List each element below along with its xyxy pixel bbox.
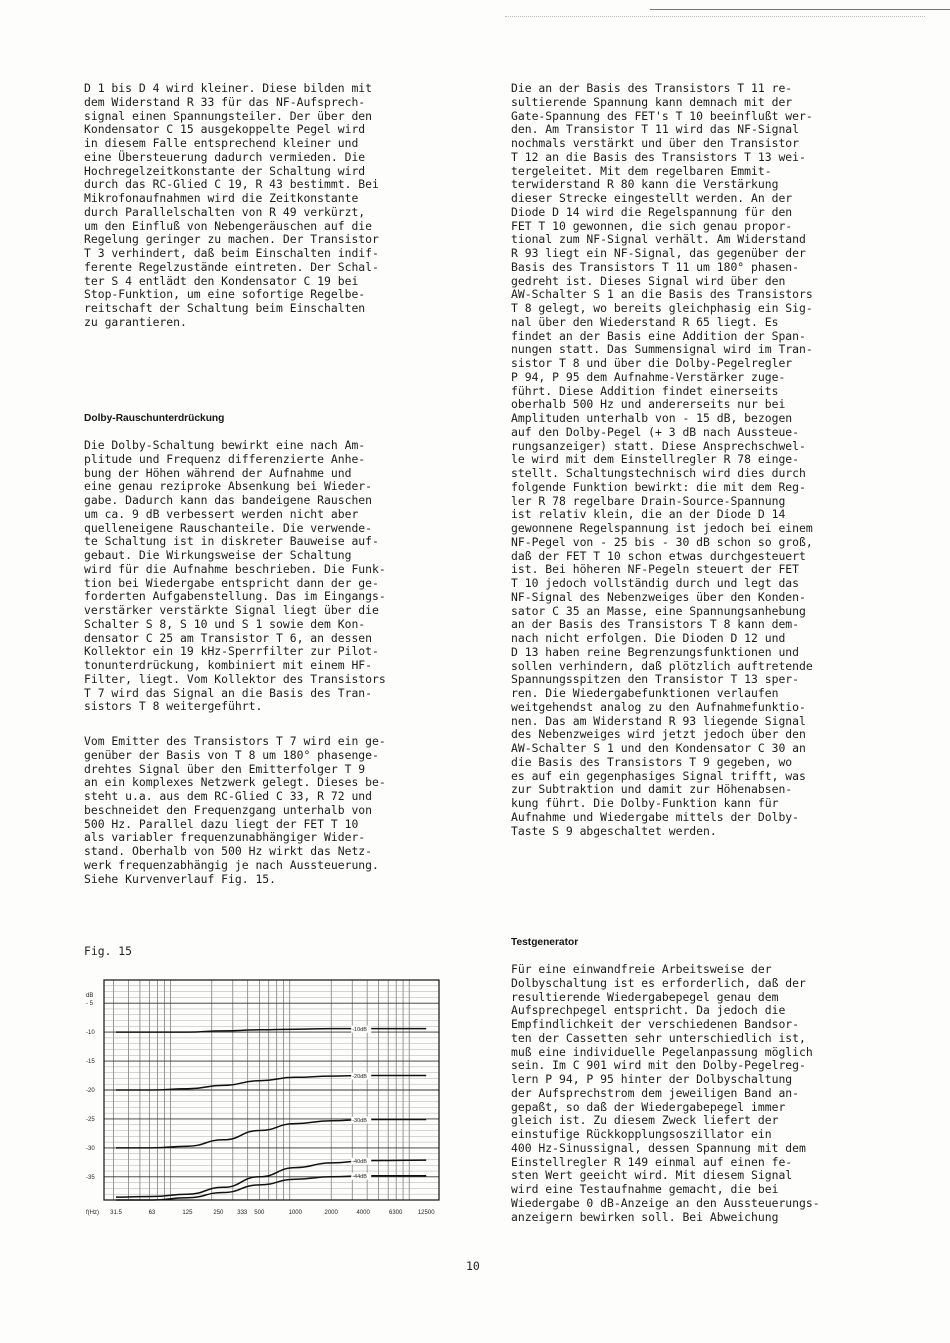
figure-label: Fig. 15 bbox=[84, 944, 133, 958]
y-tick-label: - 5 bbox=[86, 1001, 94, 1008]
series-line bbox=[116, 1160, 426, 1197]
series-label: -44dB bbox=[352, 1174, 367, 1181]
testgenerator-paragraph: Für eine einwandfreie Arbeitsweise der Dolbyschaltung ist es erforderlich, daß der resultierende Wiedergabepegel genau dem Aufsprechpegel entspricht. Da jedoch die Empfindlichkeit der verschiedenen Bandsor- ten der Cassetten sehr unterschiedlich ist, muß eine individuelle Pegelanpassung möglich sein. Im C 901 wird mit den Dolby-Pegelreg- lern P 94, P 95 hinter der Dolbyschaltung der Aufsprechstrom dem jeweiligen Band an- gepaßt, so daß der Wiedergabepegel immer gleich ist. Zu diesem Zweck liefert der einstufige Rückkopplungsoszillator ein 400 Hz-Sinussignal, dessen Spannung mit dem Einstellregler R 149 einmal auf einen fe- sten Wert geeicht wird. Mit diesem Signal wird eine Testaufnahme gemacht, die bei Wiedergabe 0 dB-Anzeige an den Aussteuerungs- anzeigern bewirken soll. Bei Abweichung bbox=[511, 962, 820, 1224]
series-label: -30dB bbox=[352, 1118, 367, 1125]
y-tick-label: -20 bbox=[86, 1088, 95, 1094]
dolby-paragraph-2: Vom Emitter des Transistors T 7 wird ein ge- genüber der Basis von T 8 um 180° phasenge- drehtes Signal über den Emitterfolger T 9 an ein komplexes Netzwerk gelegt. Dieses be- steht u.a. aus dem RC-Glied C 33, R 72 und beschneidet den Frequenzgang unterhalb von 500 Hz. Parallel dazu liegt der FET T 10 als variabler frequenzunabhängiger Wider- stand. Oberhalb von 500 Hz wirkt das Netz- werk frequenzabhängig je nach Aussteuerung. Siehe Kurvenverlauf Fig. 15. bbox=[84, 734, 386, 886]
dolby-paragraph-1: Die Dolby-Schaltung bewirkt eine nach Am- plitude und Frequenz differenzierte Anhe- bung der Höhen während der Aufnahme und eine genau reziproke Absenkung bei Wieder- gabe. Dadurch kann das bandeigene Rauschen um ca. 9 dB verbessert werden nicht aber quelleneigene Rauschanteile. Die verwende- te Schaltung ist in diskreter Bauweise auf- gebaut. Die Wirkungsweise der Schaltung wird für die Aufnahme beschrieben. Die Funk- tion bei Wiedergabe entspricht dann der ge- forderten Aufgabenstellung. Das im Eingangs- verstärker verstärkte Signal liegt über die Schalter S 8, S 10 und S 1 sowie dem Kon- densator C 25 am Transistor T 6, an dessen Kollektor ein 19 kHz-Sperrfilter zur Pilot- tonunterdrückung, kombiniert mit einem HF- Filter, liegt. Vom Kollektor des Transistors T 7 wird das Signal an die Basis des Tran- sistors T 8 weitergeführt. bbox=[84, 438, 386, 714]
dolby-heading: Dolby-Rauschunterdrückung bbox=[84, 413, 225, 424]
y-axis-label: dB bbox=[86, 993, 94, 999]
x-tick-label: 500 bbox=[254, 1210, 265, 1216]
left-intro-paragraph: D 1 bis D 4 wird kleiner. Diese bilden mit dem Widerstand R 33 für das NF-Aufsprech- signal einen Spannungsteiler. Der über den Kondensator C 15 ausgekoppelte Pegel wird in diesem Falle entsprechend kleiner und eine Übersteuerung dadurch vermieden. Die Hochregelzeitkonstante der Schaltung wird durch das RC-Glied C 19, R 43 bestimmt. Bei Mikrofonaufnahmen wird die Zeitkonstante durch Parallelschalten von R 49 verkürzt, um den Einfluß von Nebengeräuschen auf die Regelung geringer zu machen. Der Transistor T 3 verhindert, daß beim Einschalten indif- ferente Regelzustände eintreten. Der Schal- ter S 4 entlädt den Kondensator C 19 bei Stop-Funktion, um eine sofortige Regelbe- reitschaft der Schaltung beim Einschalten zu garantieren. bbox=[84, 81, 379, 329]
x-tick-label: 6300 bbox=[388, 1210, 403, 1216]
y-tick-label: -35 bbox=[86, 1174, 95, 1181]
x-tick-label: 250 bbox=[213, 1210, 224, 1216]
frequency-response-chart bbox=[84, 975, 449, 1221]
x-tick-label: 63 bbox=[148, 1210, 156, 1216]
x-tick-label: 1000 bbox=[288, 1210, 302, 1216]
y-tick-label: -10 bbox=[86, 1030, 95, 1037]
x-tick-label: 31.5 bbox=[110, 1210, 122, 1216]
testgenerator-heading: Testgenerator bbox=[511, 937, 579, 948]
top-dotted-rule bbox=[505, 16, 925, 18]
x-tick-label: 333 bbox=[237, 1210, 248, 1216]
series-line bbox=[116, 1029, 426, 1033]
top-rule bbox=[650, 9, 950, 10]
y-tick-label: -30 bbox=[86, 1145, 95, 1152]
series-label: -40dB bbox=[352, 1159, 367, 1166]
x-tick-label: 4000 bbox=[356, 1210, 370, 1216]
series-label: -20dB bbox=[352, 1074, 367, 1081]
y-tick-label: -25 bbox=[86, 1116, 95, 1123]
series-label: -10dB bbox=[352, 1027, 367, 1034]
y-tick-label: -15 bbox=[86, 1059, 95, 1066]
x-tick-label: 12500 bbox=[417, 1210, 435, 1216]
x-tick-label: 2000 bbox=[324, 1210, 338, 1216]
chart-lines bbox=[116, 1029, 426, 1200]
x-axis-label: f(Hz) bbox=[86, 1210, 99, 1216]
page-number: 10 bbox=[466, 1259, 480, 1273]
series-line bbox=[116, 1120, 426, 1148]
series-line bbox=[116, 1076, 426, 1091]
x-tick-label: 125 bbox=[182, 1210, 193, 1216]
right-dolby-paragraph: Die an der Basis des Transistors T 11 re- sultierende Spannung kann demnach mit der Gate-Spannung des FET's T 10 beeinflußt wer- den. Am Transistor T 11 wird das NF-Signal nochmals verstärkt und über den Transistor T 12 an die Basis des Transistors T 13 wei- tergeleitet. Mit dem regelbaren Emmit- terwiderstand R 80 kann die Verstärkung dieser Strecke eingestellt werden. An der Diode D 14 wird die Regelspannung für den FET T 10 gewonnen, die sich genau propor- tional zum NF-Signal verhält. Am Widerstand R 93 liegt ein NF-Signal, das gegenüber der Basis des Transistors T 11 um 180° phasen- gedreht ist. Dieses Signal wird über den AW-Schalter S 1 an die Basis des Transistors T 8 gelegt, wo bereits gleichphasig ein Sig- nal über den Wiederstand R 65 liegt. Es findet an der Basis eine Addition der Span- nungen statt. Das Summensignal wird im Tran- sistor T 8 und über die Dolby-Pegelregler P 94, P 95 dem Aufnahme-Verstärker zuge- führt. Diese Addition findet einerseits oberhalb 500 Hz und andererseits nur bei Amplituden unterhalb von - 15 dB, bezogen auf den Dolby-Pegel (+ 3 dB nach Aussteue- rungsanzeiger) statt. Diese Ansprechschwel- le wird mit dem Einstellregler R 78 einge- stellt. Schaltungstechnisch wird dies durch folgende Funktion bewirkt: die mit dem Reg- ler R 78 regelbare Drain-Source-Spannung ist relativ klein, die an der Diode D 14 gewonnene Regelspannung ist jedoch bei einem NF-Pegel von - 25 bis - 30 dB schon so groß, daß der FET T 10 schon etwas durchgesteuert ist. Bei höheren NF-Pegeln steuert der FET T 10 jedoch vollständig durch und legt das NF-Signal des Nebenzweiges über den Konden- sator C 35 an Masse, eine Spannungsanhebung an der Basis des Transistors T 8 kann dem- nach nicht erfolgen. Die Dioden D 12 und D 13 haben reine Begrenzungsfunktionen und sollen verhindern, daß plötzlich auftretende Spannungsspitzen den Transistor T 13 sper- ren. Die Wiedergabefunktionen verlaufen weitgehendst analog zu den Aufnahmefunktio- nen. Das am Widerstand R 93 liegende Signal des Nebenzweiges wird jetzt jedoch über den AW-Schalter S 1 und den Kondensator C 30 an die Basis des Transistors T 9 gegeben, wo es auf ein gegenphasiges Signal trifft, was zur Subtraktion und damit zur Höhenabsen- kung führt. Die Dolby-Funktion kann für Aufnahme und Wiedergabe mittels der Dolby- Taste S 9 abgeschaltet werden. bbox=[511, 81, 813, 838]
